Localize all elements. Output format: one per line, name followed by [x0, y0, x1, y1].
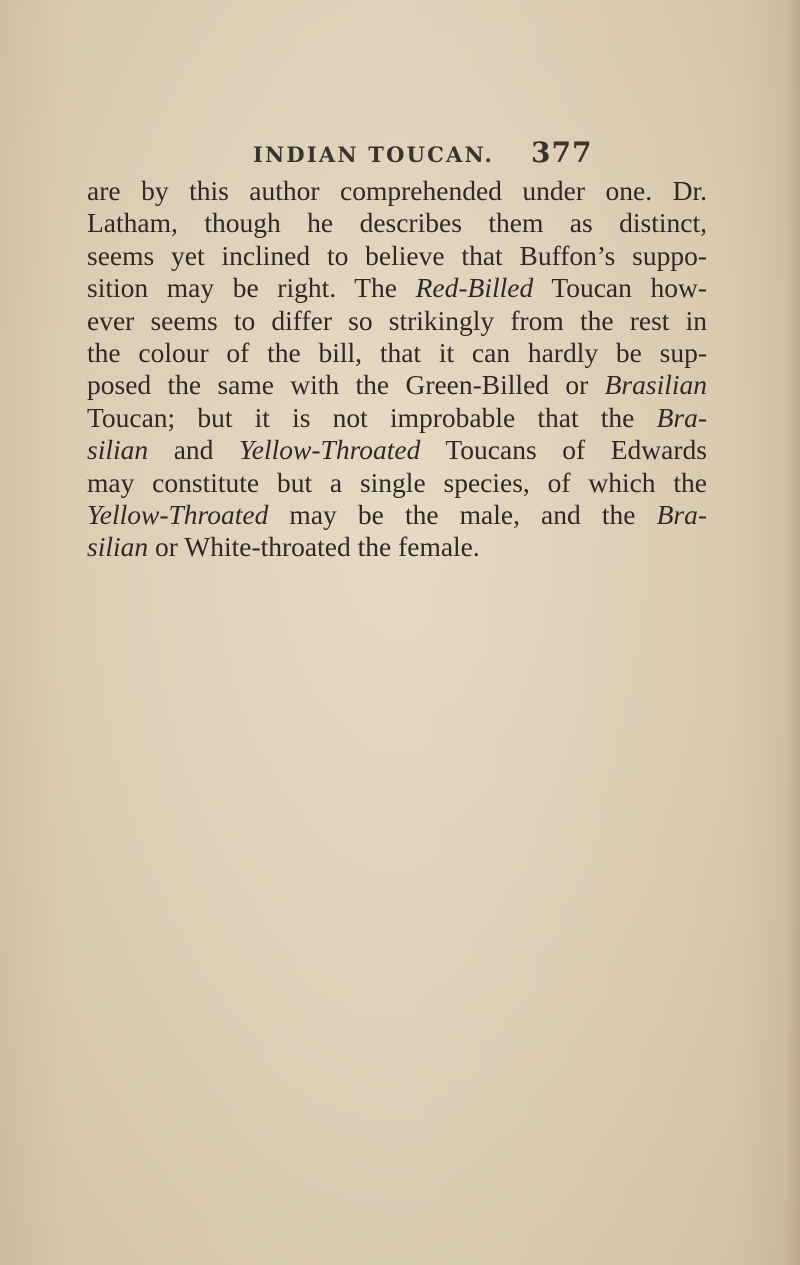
- body-paragraph: [87, 175, 707, 564]
- text-segment: Toucans of Edwards: [420, 434, 707, 466]
- text-segment: or White-throated the female.: [148, 531, 480, 563]
- text-segment: may be the male, and the: [268, 498, 657, 530]
- text-segment: seems yet inclined to believe that Buffon’s suppo-: [87, 239, 707, 271]
- text-segment: Toucan; but it is not improbable that the: [87, 401, 657, 433]
- text-segment: Toucan how-: [533, 272, 708, 304]
- running-title: INDIAN TOUCAN.: [253, 142, 495, 167]
- italic-text: Yellow-Throated: [87, 498, 269, 530]
- text-segment: the colour of the bill, that it can hardly be sup-: [87, 336, 707, 368]
- page-edge-shadow: [786, 0, 800, 1265]
- italic-text: silian: [87, 531, 149, 563]
- text-line: [87, 531, 707, 563]
- text-line: [87, 272, 707, 304]
- text-segment: may constitute but a single species, of which the: [87, 466, 707, 498]
- text-line: [87, 434, 707, 466]
- text-line: [87, 175, 707, 207]
- italic-text: Yellow-Throated: [239, 434, 421, 466]
- italic-text: Brasilian: [604, 369, 707, 401]
- text-segment: sition may be right. The: [87, 272, 416, 304]
- text-line: [87, 337, 707, 369]
- text-line: [87, 207, 707, 239]
- text-segment: posed the same with the Green-Billed or: [87, 369, 605, 401]
- page-header: [0, 136, 800, 176]
- text-segment: and: [148, 434, 240, 466]
- italic-text: Bra-: [656, 498, 707, 530]
- text-line: [87, 467, 707, 499]
- italic-text: silian: [87, 434, 149, 466]
- italic-text: Bra-: [656, 401, 707, 433]
- text-segment: are by this author comprehended under one. Dr.: [87, 175, 707, 206]
- text-line: [87, 402, 707, 434]
- text-line: [87, 499, 707, 531]
- page-number: 377: [531, 136, 593, 169]
- text-line: [87, 240, 707, 272]
- text-line: [87, 369, 707, 401]
- text-segment: Latham, though he describes them as distinct,: [87, 207, 707, 239]
- text-segment: ever seems to differ so strikingly from the rest in: [87, 304, 707, 336]
- text-line: [87, 305, 707, 337]
- italic-text: Red-Billed: [415, 272, 534, 304]
